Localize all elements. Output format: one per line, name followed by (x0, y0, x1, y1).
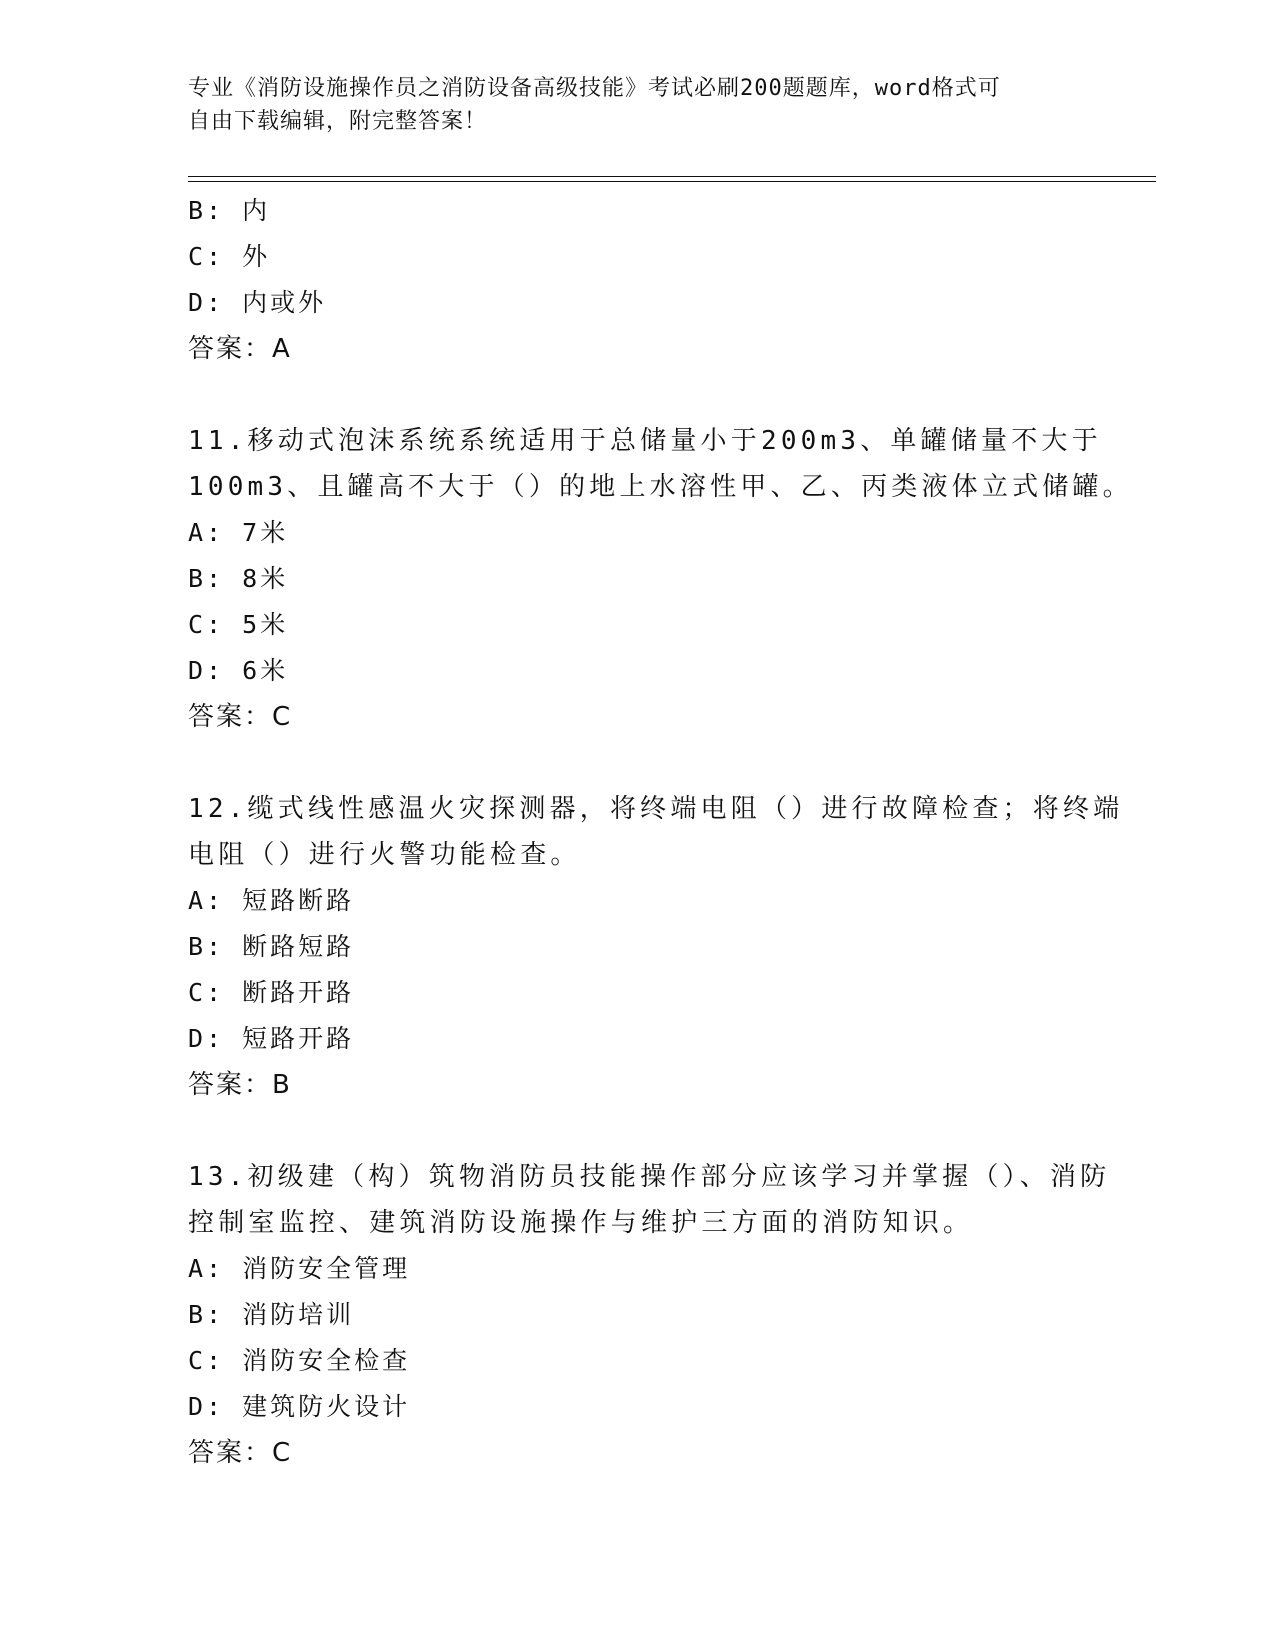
header-rule-top (188, 176, 1156, 177)
header-rule-bottom (188, 181, 1156, 182)
question-12 (188, 786, 1124, 1108)
answer-line: 答案：C (188, 702, 293, 732)
option-c: C: 外 (188, 242, 271, 271)
option-b: B: 断路短路 (188, 932, 355, 961)
option-a: A: 消防安全管理 (188, 1254, 411, 1283)
question-stem-line-1: 11.移动式泡沫系统系统适用于总储量小于200m3、单罐储量不大于 (188, 426, 1102, 456)
header-line-2: 自由下载编辑，附完整答案！ (188, 109, 488, 134)
question-13 (188, 1154, 1111, 1476)
header-line-1: 专业《消防设施操作员之消防设备高级技能》考试必刷200题题库，word格式可 (188, 76, 1001, 101)
option-c: C: 消防安全检查 (188, 1346, 411, 1375)
option-a: A: 7米 (188, 518, 289, 547)
option-d: D: 建筑防火设计 (188, 1392, 411, 1421)
option-c: C: 5米 (188, 610, 289, 639)
option-d: D: 短路开路 (188, 1024, 355, 1053)
option-b: B: 8米 (188, 564, 289, 593)
question-stem-line-2: 电阻（）进行火警功能检查。 (188, 840, 581, 870)
answer-line: 答案：B (188, 1070, 292, 1100)
document-header (188, 72, 1088, 138)
document-body (188, 188, 1133, 1476)
option-c: C: 断路开路 (188, 978, 355, 1007)
answer-line: 答案：A (188, 334, 292, 364)
option-d: D: 内或外 (188, 288, 327, 317)
question-stem-line-2: 100m3、且罐高不大于（）的地上水溶性甲、乙、丙类液体立式储罐。 (188, 472, 1133, 502)
option-b: B: 消防培训 (188, 1300, 355, 1329)
option-b: B: 内 (188, 196, 271, 225)
option-d: D: 6米 (188, 656, 289, 685)
question-stem-line-2: 控制室监控、建筑消防设施操作与维护三方面的消防知识。 (188, 1208, 974, 1238)
option-a: A: 短路断路 (188, 886, 355, 915)
question-11 (188, 418, 1133, 740)
question-stem-line-1: 13.初级建（构）筑物消防员技能操作部分应该学习并掌握（）、消防 (188, 1162, 1111, 1192)
question-stem-line-1: 12.缆式线性感温火灾探测器，将终端电阻（）进行故障检查；将终端 (188, 794, 1124, 824)
question-prev (188, 188, 1088, 372)
answer-line: 答案：C (188, 1438, 293, 1468)
